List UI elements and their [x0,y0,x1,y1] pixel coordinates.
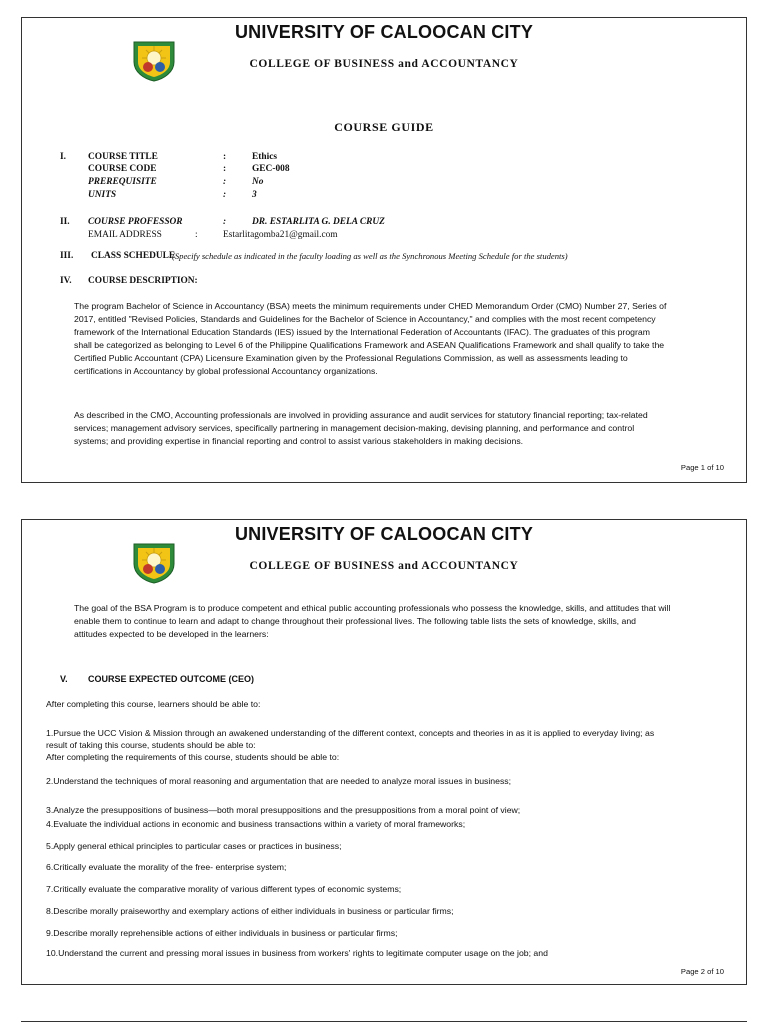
university-title: UNIVERSITY OF CALOOCAN CITY [234,524,534,544]
schedule-note: (Specify schedule as indicated in the faculty loading as well as the Synchronous Meeting Schedule for the students) [172,251,568,261]
bsa-goal-paragraph [74,602,724,641]
outcome-item: 2.Understand the techniques of moral reasoning and argumentation that are needed to analyze moral issues in business; [46,776,512,786]
text-line: The program Bachelor of Science in Accountancy (BSA) meets the minimum requirements under CHED Memorandum Order (CMO) Number 27, Series of [74,301,667,311]
university-title: UNIVERSITY OF CALOOCAN CITY [234,22,534,42]
text-line: shall be categorized as belonging to Level 6 of the Philippine Qualifications Framework and ASEAN Qualifications Framework and shall qualify to take the [74,340,665,350]
text-line: certifications in Accountancy by global professional Accountancy organizations. [74,366,378,376]
text-line: Certified Public Accountant (CPA) Licensure Examination given by the Professional Regulations Commission, as well as assessments leading to [74,353,628,363]
field-separator: : [195,230,198,240]
field-label: UNITS [88,190,117,200]
field-label: COURSE CODE [88,164,157,174]
field-value: Ethics [252,152,278,162]
section-number: I. [60,152,66,162]
outcome-item: 5.Apply general ethical principles to particular cases or practices in business; [46,841,342,851]
field-value: GEC-008 [252,164,290,174]
outcome-item: 6.Critically evaluate the morality of the free- enterprise system; [46,862,287,872]
college-name: COLLEGE OF BUSINESS and ACCOUNTANCY [249,58,519,70]
outcome-item: 3.Analyze the presuppositions of business—both moral presuppositions and the presuppositions from a moral point of view; [46,805,521,815]
field-separator: : [223,152,227,162]
next-page-edge [21,1021,747,1022]
section-number: IV. [60,276,72,286]
text-line: As described in the CMO, Accounting professionals are involved in providing assurance and audit services for statutory financial reporting; tax-related [74,410,648,420]
field-label: COURSE TITLE [88,152,158,162]
field-value: No [252,177,264,187]
page-number: Page 2 of 10 [680,967,724,976]
email-value: Estarlitagomba21@gmail.com [223,230,338,240]
outcome-item: 8.Describe morally praiseworthy and exemplary actions of either individuals in business or particular firms; [46,906,454,916]
text-line: 1.Pursue the UCC Vision & Mission through an awakened understanding of the different context, concepts and theories in as it is applied to everyday living; as [46,728,655,738]
college-name: COLLEGE OF BUSINESS and ACCOUNTANCY [249,560,519,572]
text-line: After completing the requirements of this course, students should be able to: [46,752,340,762]
text-line: services; management advisory services, specifically partnering in management decision-making, devising planning, and performance and control [74,423,635,433]
field-label: CLASS SCHEDULE [91,251,176,261]
document-page-2 [21,519,747,985]
document-page-1 [21,17,747,483]
section-label: COURSE EXPECTED OUTCOME (CEO) [88,674,255,684]
course-description-paragraph-2 [74,409,724,448]
section-number: II. [60,217,70,227]
field-value: 3 [252,190,257,200]
text-line: 2017, entitled "Revised Policies, Standards and Guidelines for the Bachelor of Science in Accountancy," and complies with the most recent competency [74,314,656,324]
text-line: enable them to continue to learn and adapt to change throughout their professional lives. The following table lists the sets of knowledge, skills, and [74,616,636,626]
field-label: PREREQUISITE [88,177,157,187]
section-number: V. [60,674,68,684]
field-label: EMAIL ADDRESS [88,230,162,240]
outcome-item-1 [46,727,736,763]
field-separator: : [223,217,227,227]
page-number: Page 1 of 10 [680,463,724,472]
text-line: result of taking this course, students should be able to: [46,740,256,750]
section-number: III. [60,251,74,261]
text-line: attitudes expected to be developed in the learners: [74,629,269,639]
field-separator: : [223,190,227,200]
outcome-item: 9.Describe morally reprehensible actions of either individuals in business or particular firms; [46,928,398,938]
outcome-item: 10.Understand the current and pressing moral issues in business from workers' rights to legitimate computer usage on the job; and [46,948,548,958]
field-label: COURSE PROFESSOR [88,217,183,227]
text-line: systems; and providing expertise in financial reporting and control to assist various stakeholders in making decisions. [74,436,524,446]
outcome-item: 7.Critically evaluate the comparative morality of various different types of economic systems; [46,884,402,894]
field-separator: : [223,177,227,187]
course-description-paragraph-1 [74,300,724,378]
outcomes-intro: After completing this course, learners should be able to: [46,699,261,709]
text-line: The goal of the BSA Program is to produce competent and ethical public accounting professionals who possess the knowledge, skills, and attitudes that will [74,603,671,613]
field-value: DR. ESTARLITA G. DELA CRUZ [252,217,385,227]
text-line: framework of the International Education Standards (IES) issued by the International Federation of Accountants (IFAC). The graduates of this program [74,327,650,337]
field-separator: : [223,164,227,174]
outcome-item: 4.Evaluate the individual actions in economic and business transactions within a variety of moral frameworks; [46,819,466,829]
document-title: COURSE GUIDE [334,120,434,134]
section-label: COURSE DESCRIPTION: [88,276,198,286]
